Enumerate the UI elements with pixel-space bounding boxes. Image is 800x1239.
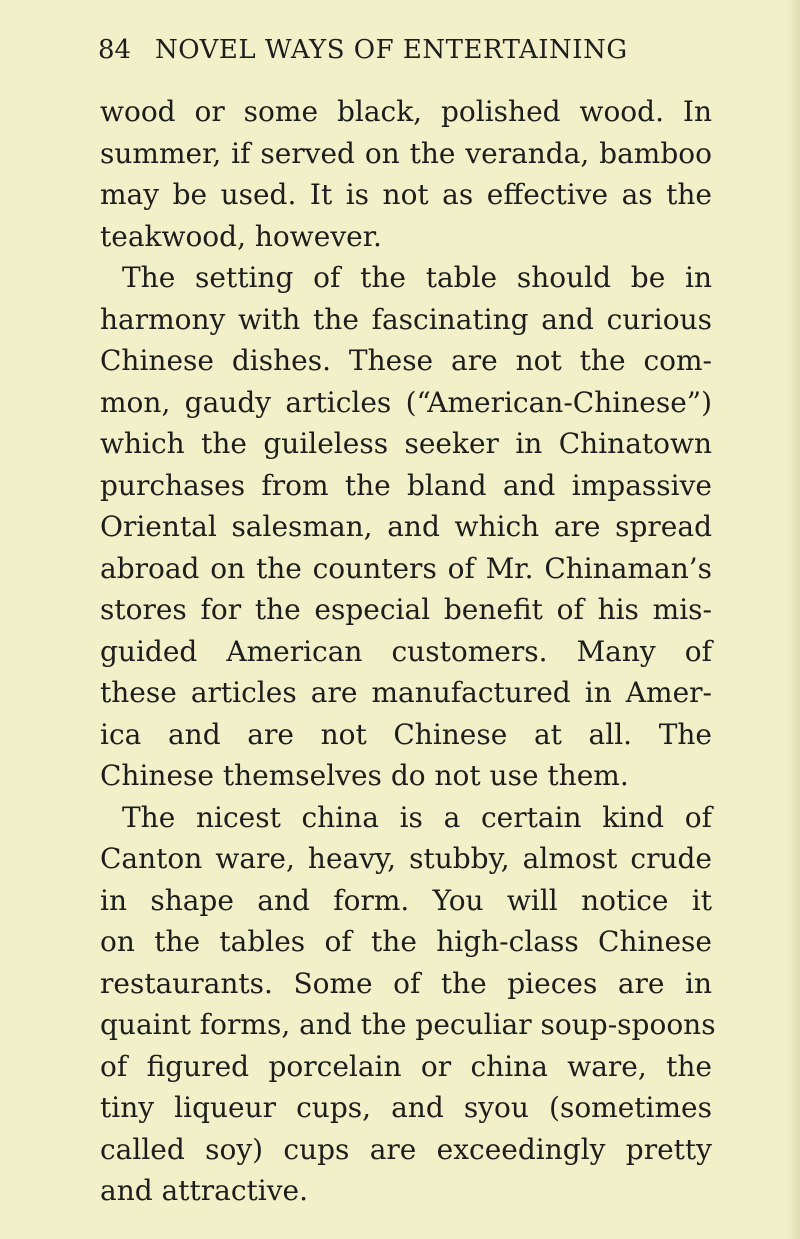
text-line: may be used. It is not as effective as the — [100, 178, 712, 211]
text-line: on the tables of the high-class Chinese — [100, 925, 712, 958]
text-line: The nicest china is a certain kind of — [122, 800, 712, 834]
text-line: restaurants. Some of the pieces are in — [100, 966, 712, 1000]
text-line: these articles are manufactured in Amer- — [100, 676, 712, 709]
text-line: of figured porcelain or china ware, the — [100, 1049, 712, 1083]
running-head — [0, 30, 800, 70]
running-title: NOVEL WAYS OF ENTERTAINING — [155, 35, 628, 65]
text-line: called soy) cups are exceedingly pretty — [100, 1132, 712, 1166]
text-line: The setting of the table should be in — [122, 261, 712, 294]
page-number: 84 — [98, 35, 132, 65]
body-text — [100, 91, 716, 1212]
text-line: and attractive. — [100, 1174, 309, 1207]
text-line: wood or some black, polished wood. In — [100, 95, 712, 128]
text-line: Canton ware, heavy, stubby, almost crude — [100, 842, 712, 875]
text-line: Oriental salesman, and which are spread — [100, 510, 712, 543]
text-line: summer, if served on the veranda, bamboo — [100, 136, 712, 170]
text-line: ica and are not Chinese at all. The — [100, 717, 712, 751]
text-line: teakwood, however. — [100, 219, 382, 253]
text-line: quaint forms, and the peculiar soup-spoons — [100, 1008, 716, 1041]
text-line: guided American customers. Many of — [100, 634, 712, 668]
text-line: abroad on the counters of Mr. Chinaman’s — [100, 551, 712, 585]
text-line: in shape and form. You will notice it — [100, 883, 712, 917]
text-line: tiny liqueur cups, and syou (sometimes — [100, 1091, 712, 1124]
text-line: stores for the especial benefit of his mis- — [100, 593, 712, 626]
text-line: Chinese dishes. These are not the com- — [100, 344, 712, 377]
text-line: which the guileless seeker in Chinatown — [100, 427, 712, 460]
text-line: purchases from the bland and impassive — [100, 468, 712, 502]
text-line: Chinese themselves do not use them. — [100, 759, 629, 792]
text-line: harmony with the fascinating and curious — [100, 302, 712, 336]
text-line: mon, gaudy articles (“American-Chinese”) — [100, 385, 712, 419]
